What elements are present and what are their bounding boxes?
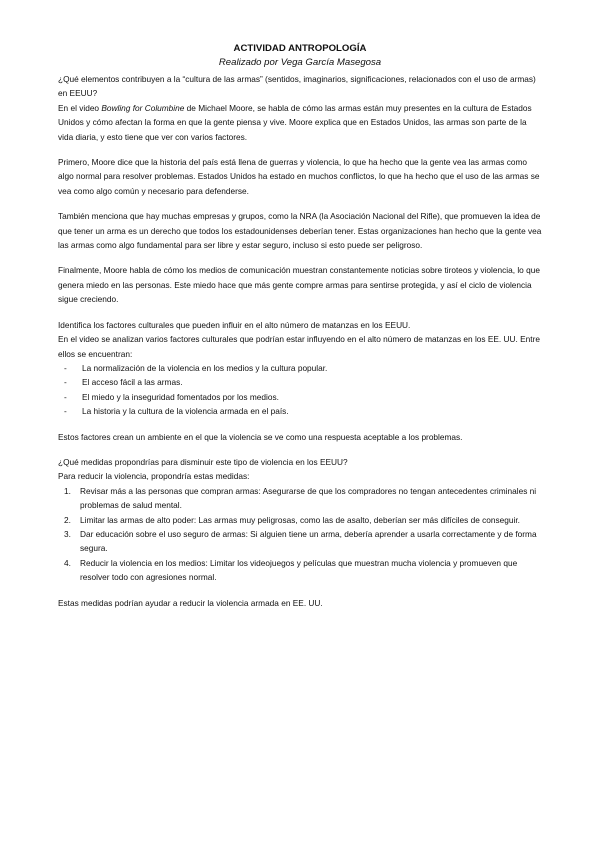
q1-paragraph-1 bbox=[58, 101, 542, 144]
q1-paragraph-3: También menciona que hay muchas empresas y grupos, como la NRA (la Asociación Nacional del Rifle), que promueven la idea de que tener un arma es un derecho que todos los estadounidenses deberían tener. Estas organizaciones han hecho que la gente vea las armas como algo fundamental para ser libre y estar seguro, incluso si esto puede ser peligroso. bbox=[58, 211, 542, 251]
q1-p1-post: de Michael Moore, se habla de cómo las armas están muy presentes en la cultura de Estados Unidos y cómo afectan la forma en que la gente piensa y vive. Moore explica que en Estados Unidos, las armas son parte de la vida diaria, y esto tiene que ver con varios factores. bbox=[58, 102, 532, 142]
question-2: Identifica los factores culturales que pueden influir en el alto número de matanzas en los EEUU. bbox=[58, 319, 411, 330]
q3-conclusion: Estas medidas podrían ayudar a reducir la violencia armada en EE. UU. bbox=[58, 597, 323, 608]
factor-list bbox=[58, 361, 542, 419]
measures-list bbox=[58, 484, 542, 585]
list-item: 4. Reducir la violencia en los medios: Limitar los videojuegos y películas que muestran mucha violencia y promueven que resolver todo con agresiones normal. bbox=[64, 557, 518, 583]
q2-intro: En el video se analizan varios factores culturales que podrían estar influyendo en el alto número de matanzas en los EE. UU. Entre ellos se encuentran: bbox=[58, 334, 540, 359]
list-item: 2. Limitar las armas de alto poder: Las armas muy peligrosas, como las de asalto, deberían ser más difíciles de conseguir. bbox=[64, 514, 520, 525]
q2-conclusion: Estos factores crean un ambiente en el que la violencia se ve como una respuesta aceptable a los problemas. bbox=[58, 431, 463, 442]
list-item: 3. Dar educación sobre el uso seguro de armas: Si alguien tiene un arma, debería aprender a usarla correctamente y de forma segura. bbox=[64, 528, 537, 554]
q3-intro: Para reducir la violencia, propondría estas medidas: bbox=[58, 471, 250, 482]
document-subtitle: Realizado por Vega García Masegosa bbox=[218, 57, 382, 68]
q1-paragraph-4: Finalmente, Moore habla de cómo los medios de comunicación muestran constantemente noticias sobre tiroteos y violencia, lo que genera miedo en las personas. Este miedo hace que más gente compre armas para sentirse protegida, y así el ciclo de violencia sigue creciendo. bbox=[58, 265, 540, 305]
list-item: - El acceso fácil a las armas. bbox=[64, 375, 542, 389]
bullet-marker: - bbox=[64, 362, 67, 373]
list-item: - El miedo y la inseguridad fomentados por los medios. bbox=[64, 390, 542, 404]
bullet-marker: - bbox=[64, 377, 67, 388]
bullet-marker: - bbox=[64, 406, 67, 417]
film-title: Bowling for Columbine bbox=[101, 102, 185, 113]
bullet-marker: - bbox=[64, 391, 67, 402]
question-1: ¿Qué elementos contribuyen a la “cultura de las armas” (sentidos, imaginarios, significaciones, relacionados con el uso de armas) en EEUU? bbox=[58, 74, 536, 99]
document-title: ACTIVIDAD ANTROPOLOGÍA bbox=[233, 43, 367, 54]
question-3: ¿Qué medidas propondrías para disminuir este tipo de violencia en los EEUU? bbox=[58, 456, 348, 467]
list-item: 1. Revisar más a las personas que compran armas: Asegurarse de que los compradores no tengan antecedentes criminales ni problemas de salud mental. bbox=[64, 485, 537, 511]
list-item: - La historia y la cultura de la violencia armada en el país. bbox=[64, 404, 542, 418]
list-item: - La normalización de la violencia en los medios y la cultura popular. bbox=[64, 361, 542, 375]
q1-paragraph-2: Primero, Moore dice que la historia del país está llena de guerras y violencia, lo que ha hecho que la gente vea las armas como algo normal para resolver problemas. Estados Unidos ha estado en muchos conflictos, lo que ha hecho que el uso de las armas se vea como algo común y necesario para defenderse. bbox=[58, 157, 540, 196]
q1-p1-pre: En el video bbox=[58, 102, 102, 113]
